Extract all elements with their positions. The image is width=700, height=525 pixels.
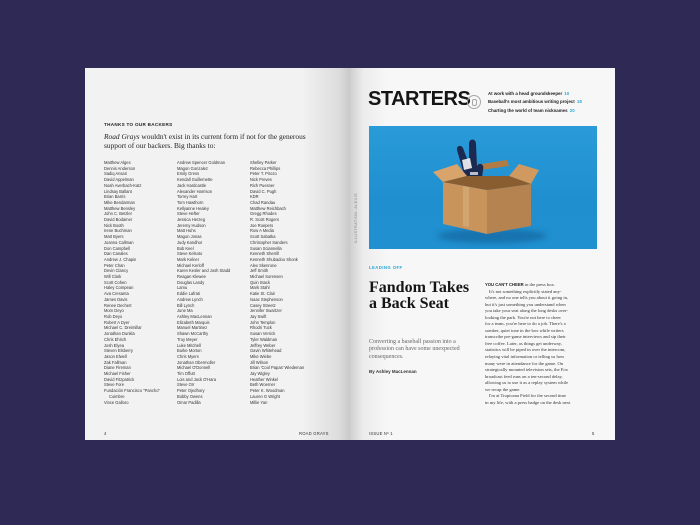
backer-name: Ashley MacLennan (177, 313, 212, 319)
article-dek: Converting a baseball passion into a profession can have some unexpected consequences. (369, 339, 460, 360)
backer-name: Dan Canales (104, 251, 128, 257)
backer-name: Brian 'Cool Papas' Wiedeman (250, 365, 305, 371)
backer-name: Quin Stack (250, 279, 271, 285)
backer-name: Andrew Spencer Goldman (177, 160, 226, 165)
backer-name: David Appelman (104, 177, 134, 183)
backer-name: Devin Clancy (104, 268, 129, 274)
backer-name: John C. Betzler (104, 211, 132, 217)
backer-name: Rob Deyo (104, 313, 123, 319)
backer-name: Kellyanne Healey (177, 205, 209, 211)
backer-name: Susan Sciannella (250, 245, 282, 251)
body-line: but it's just something you understand when (485, 301, 566, 307)
backer-name: Brian Barris (104, 194, 126, 200)
backer-name: Reagan Klewee (177, 274, 206, 280)
backer-name: Irene Buchman (104, 228, 132, 234)
contents-item-page: 18 (576, 99, 582, 105)
body-line: statistics will be piped in over the intercom, (485, 347, 566, 353)
article-byline: By Ashley MacLennan (369, 369, 417, 374)
backer-name: Mike Bendarman (104, 199, 135, 205)
backer-name: Shelley Parker (250, 160, 277, 165)
magazine-spread (85, 68, 615, 440)
backer-name: Robert A Dyer (104, 319, 130, 325)
body-line: looking the park. You're not here to cheer (485, 314, 561, 320)
backer-name: Jay Swift (250, 313, 267, 319)
backer-name: Lindsay Ballant (104, 188, 132, 194)
backer-name: Gregg Rhodes (250, 211, 277, 217)
backer-name: Katie St. Clair (250, 291, 276, 297)
backer-name: Ava Cresanta (104, 291, 129, 297)
body-lead-in: YOU CAN'T CHEER (485, 282, 524, 287)
backer-name: KDR (250, 194, 259, 200)
backer-name: Kendall Guillemette (177, 177, 213, 183)
backer-name: Chris Myers (177, 353, 199, 359)
body-line: I'm at Tropicana Field for the second time (489, 393, 566, 399)
backer-name: Diane Fireman (104, 365, 131, 371)
contents-item-title: Baseball's most ambitious writing project (488, 99, 575, 105)
backer-name: Michael Kerloff (177, 262, 205, 268)
backer-name: Jay Wigley (250, 371, 270, 377)
backer-name: Don Campbell (104, 245, 130, 251)
backer-name: Isaac Stephenson (250, 296, 283, 302)
backer-name: Michael Fisher (104, 371, 131, 377)
backer-name: Kenneth Shubadoo Shonk (250, 256, 298, 262)
running-title: ROAD GRAYS (299, 431, 329, 436)
backer-name: Josh Elyea (104, 342, 125, 348)
backer-name: Steve Fore (104, 382, 125, 388)
backer-name: Omar Padilla (177, 399, 201, 405)
body-line: many were in attendance for the game. On (485, 360, 564, 366)
backer-name: Heather Winkel (250, 376, 278, 382)
backer-name: Susan Verrick (250, 331, 276, 337)
body-line: we recap the game. (485, 386, 521, 392)
backer-name: Peter Chan (104, 262, 125, 268)
backer-name: Jack Hardcastle (177, 182, 207, 188)
backer-name: Christopher Sanders (250, 239, 288, 245)
body-line: strategically mounted television sets, the Fox (485, 367, 568, 373)
backer-name: Troy Meyer (177, 336, 198, 342)
backer-name: Elizabeth Marquis (177, 319, 210, 325)
publication-name: Road Grays (104, 132, 140, 141)
body-line: free coffee. Later, as things get underway, (485, 340, 562, 346)
backer-name: Casey Streetz (250, 302, 276, 308)
backer-name: Nick Preves (250, 177, 272, 183)
backer-name: R. Scott Rogers (250, 217, 279, 223)
backer-name: Millie Yan (250, 399, 268, 405)
backer-name: Scott Cohen (104, 279, 127, 285)
backer-name: Dennis Anderson (104, 165, 136, 171)
backer-name: Haley Compean (104, 285, 134, 291)
backer-name: Manuel Martinez (177, 325, 208, 331)
backer-name: Sadiq Ansari (104, 171, 127, 177)
body-line: for a team, you're here to do a job. There's a (485, 321, 566, 327)
backer-name: Magon Jonas (177, 234, 202, 240)
body-line: relaying vital information or telling us how (485, 354, 565, 360)
backer-name: Torrey Hart (177, 194, 198, 200)
backer-name: John Templon (250, 319, 276, 325)
backer-name: Steve Kelsoto (177, 251, 203, 257)
backer-name: Will Clark (104, 274, 122, 280)
backer-name: Matt Byers (104, 234, 124, 240)
backer-name: Fundación Francisco "Pancho" (104, 388, 160, 394)
body-line: It's not something explicitly stated any- (489, 288, 562, 294)
backer-name: Chad Randau (250, 199, 276, 205)
backer-name: Kenneth Sherrill (250, 251, 280, 257)
backer-name: Judy Kandhor (177, 239, 203, 245)
backer-name: Renee Dechert (104, 302, 132, 308)
cardboard-box-with-foam-finger-icon (369, 126, 597, 249)
illustration-photo (369, 126, 597, 249)
body-line-text: in the press box. (523, 282, 555, 287)
backer-name: Andrew J. Chapin (104, 256, 137, 262)
contents-item-title: Charting the world of team nicknames (488, 107, 568, 113)
backer-name: Mom Deyo (104, 308, 124, 314)
contents-item-title: At work with a head groundskeeper (488, 91, 563, 96)
backer-name: Jeff Smith (250, 268, 269, 274)
contents-item (488, 98, 613, 106)
contents-item-page: 20 (569, 107, 575, 113)
backer-name: Steve Hefter (177, 211, 200, 217)
backer-name: Matthew Reichbach (250, 205, 286, 211)
body-line: in my life, with a press badge on the desk next (485, 399, 571, 405)
backer-name: Matthew Bensley (104, 205, 136, 211)
backer-name: Karen Kesler and Josh Stadd (177, 268, 231, 274)
backer-name: James Davis (104, 296, 128, 302)
backer-name: Mark Stahl (250, 285, 270, 291)
backer-name: Rhodri Tuck (250, 325, 272, 331)
backer-name: Steven Elsberry (104, 348, 133, 354)
backer-name: David C. Pugh (250, 188, 277, 194)
intro-paragraph (104, 132, 309, 150)
backers-column (250, 160, 320, 405)
body-line: broadcast feed runs on a ten-second delay, (485, 373, 563, 379)
backer-name: Michael Sorensen (250, 274, 283, 280)
backer-name: David Fitzpatrick (104, 376, 135, 382)
page-number: 4 (104, 431, 107, 436)
backer-name: Bob Keel (177, 245, 194, 251)
backer-name: Vince Galloro (104, 399, 129, 405)
issue-label: ISSUE Nº 1 (369, 431, 393, 436)
page-number: 5 (592, 431, 595, 436)
backer-name: Rich Puesner (250, 182, 275, 188)
backer-name: Jeremy Hudson (177, 222, 206, 228)
backer-name: Rebecca Phillips (250, 165, 281, 171)
backer-name: Noah Averbach-Katz (104, 182, 142, 188)
backer-name: Chris Ehrich (104, 336, 127, 342)
backer-name: Eddie Lafrati (177, 291, 200, 297)
backer-name: Alexander Harrison (177, 188, 213, 194)
backer-name: Douglas Landy (177, 279, 205, 285)
box-side-face (487, 184, 531, 234)
article-body (485, 282, 597, 406)
contents-item (488, 107, 613, 115)
body-line: allowing us to use it as a replay system while (485, 380, 569, 386)
backer-name: Jonathan Obermoller (177, 359, 216, 365)
backer-name: Peter T. Pirozo (250, 171, 277, 177)
backer-name: Michael C. Dreimillar (104, 325, 142, 331)
section-title: THANKS TO OUR BACKERS (104, 122, 173, 127)
body-line: transcribe pre-game interviews and sip their (485, 334, 566, 340)
backer-name: Coimbre (109, 393, 125, 399)
backer-name: Michael O'Donnell (177, 365, 211, 371)
backer-name: Zak Fallman (104, 359, 127, 365)
backer-name: Shawn McCarthy (177, 331, 209, 337)
backer-name: Beth Woerner (250, 382, 276, 388)
backer-name: Emily Gress (177, 171, 200, 177)
backer-name: Nick Booth (104, 222, 124, 228)
backer-name: Peter Ojedhory (177, 388, 205, 394)
backer-name: Mark Kelner (177, 256, 200, 262)
section-title: STARTERS (368, 88, 471, 110)
backer-name: Jason Elwell (104, 353, 127, 359)
backers-column (177, 160, 247, 405)
body-line: where, and no one tells you about it going in, (485, 295, 569, 301)
backer-name: Bobby Owens (177, 393, 203, 399)
backer-name: Matt Huhs (177, 228, 196, 234)
backer-name: Jessica Herzeg (177, 217, 205, 223)
backer-name: Andrew Lynch (177, 296, 203, 302)
backer-name: Row A Media (250, 228, 274, 234)
body-line: somber, quiet tone in the box while writers (485, 327, 564, 333)
kicker-label: LEADING OFF (369, 265, 403, 270)
backer-name: Matthew Alges (104, 160, 131, 165)
contents-list (488, 90, 613, 115)
contents-item (488, 90, 613, 98)
backer-name: Tim Offutt (177, 371, 195, 377)
backer-name: Steve Orr (177, 382, 195, 388)
backer-name: June Ma (177, 308, 193, 314)
intro-text: wouldn't exist in its current form if not for the generous support of our backers. Big thanks to: (104, 132, 306, 150)
backer-name: Tom Hawthorn (177, 199, 204, 205)
backer-name: Lauren G Wright (250, 393, 280, 399)
backer-name: Luke Mitchell (177, 342, 201, 348)
backers-list (104, 160, 334, 405)
backers-column (104, 160, 174, 405)
backer-name: David Bodamer (104, 217, 133, 223)
backer-name: Lamu (177, 285, 188, 291)
backer-name: Magon Gonzalez (177, 165, 208, 171)
backer-name: Joe Roepers (250, 222, 274, 228)
body-line: you take your seat along the long desks over- (485, 308, 569, 314)
backer-name: Joanna Callman (104, 239, 134, 245)
photo-credit: ILLUSTRATION: ALEXIS (354, 193, 358, 244)
backer-name: Peter K. Woodman (250, 388, 285, 394)
backer-name: Scott Sabatka (250, 234, 276, 240)
backer-name: Mike Wiebe (250, 353, 272, 359)
backer-name: Jonathan Dunkla (104, 331, 135, 337)
backer-name: Jill Wilson (250, 359, 269, 365)
contents-item-page: 10 (564, 91, 570, 96)
backer-name: Gavin Whitehead (250, 348, 282, 354)
backer-name: Alex Skenrone (250, 262, 277, 268)
backer-name: Lois and Jack O'Hara (177, 376, 217, 382)
backer-name: Jennifer Swartzer (250, 308, 282, 314)
box-tape (463, 186, 469, 227)
backer-name: Burke Morton (177, 348, 202, 354)
backer-name: Tyler Waldman (250, 336, 278, 342)
phone-badge-icon (467, 95, 481, 109)
right-page (350, 68, 615, 440)
article-headline: Fandom Takes a Back Seat (369, 279, 470, 312)
backer-name: Bill Lynch (177, 302, 195, 308)
backer-name: Jeffrey Weber (250, 342, 276, 348)
left-page (85, 68, 350, 440)
